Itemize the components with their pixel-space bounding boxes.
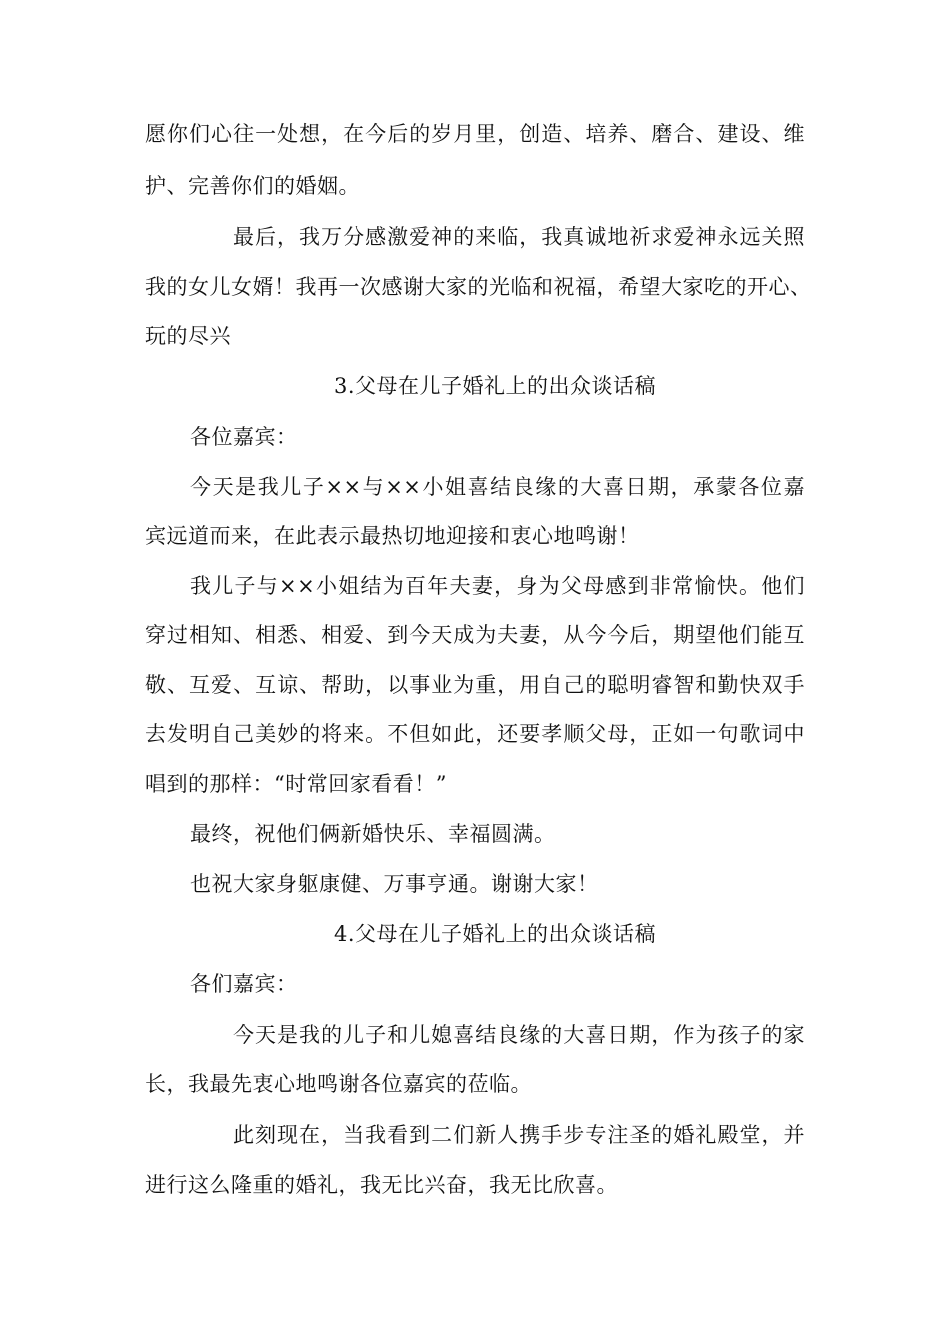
paragraph-line: 今天是我的儿子和儿媳喜结良缘的大喜日期，作为孩子的家 [233, 1023, 805, 1047]
paragraph-line: 唱到的那样：“时常回家看看！” [145, 772, 447, 796]
paragraph-line: 进行这么隆重的婚礼，我无比兴奋，我无比欣喜。 [145, 1173, 618, 1197]
paragraph-line: 最终，祝他们俩新婚快乐、幸福圆满。 [190, 822, 556, 846]
paragraph-line: 我儿子与××小姐结为百年夫妻，身为父母感到非常愉快。他们 [190, 574, 805, 598]
paragraph-line: 也祝大家身躯康健、万事亨通。谢谢大家！ [190, 872, 599, 896]
paragraph-line: 穿过相知、相悉、相爱、到今天成为夫妻，从今今后，期望他们能互 [145, 623, 805, 647]
salutation: 各们嘉宾： [190, 972, 298, 996]
section-heading: 4.父母在儿子婚礼上的出众谈话稿 [333, 922, 657, 946]
paragraph-line: 我的女儿女婿！我再一次感谢大家的光临和祝福，希望大家吃的开心、 [145, 275, 812, 299]
salutation: 各位嘉宾： [190, 425, 298, 449]
section-heading: 3.父母在儿子婚礼上的出众谈话稿 [333, 374, 657, 398]
paragraph-line: 最后，我万分感激爱神的来临，我真诚地祈求爱神永远关照 [233, 225, 805, 249]
paragraph-line: 玩的尽兴 [145, 324, 231, 348]
paragraph-line: 此刻现在，当我看到二们新人携手步专注圣的婚礼殿堂，并 [233, 1123, 805, 1147]
paragraph-line: 去发明自己美妙的将来。不但如此，还要孝顺父母，正如一句歌词中 [145, 722, 805, 746]
paragraph-line: 护、完善你们的婚姻。 [145, 174, 360, 198]
paragraph-line: 敬、互爱、互谅、帮助，以事业为重，用自己的聪明睿智和勤快双手 [145, 673, 805, 697]
paragraph-line: 今天是我儿子××与××小姐喜结良缘的大喜日期，承蒙各位嘉 [190, 475, 805, 499]
paragraph-line: 愿你们心往一处想，在今后的岁月里，创造、培养、磨合、建设、维 [145, 122, 805, 146]
paragraph-line: 宾远道而来，在此表示最热切地迎接和衷心地鸣谢！ [145, 524, 640, 548]
paragraph-line: 长，我最先衷心地鸣谢各位嘉宾的莅临。 [145, 1072, 532, 1096]
